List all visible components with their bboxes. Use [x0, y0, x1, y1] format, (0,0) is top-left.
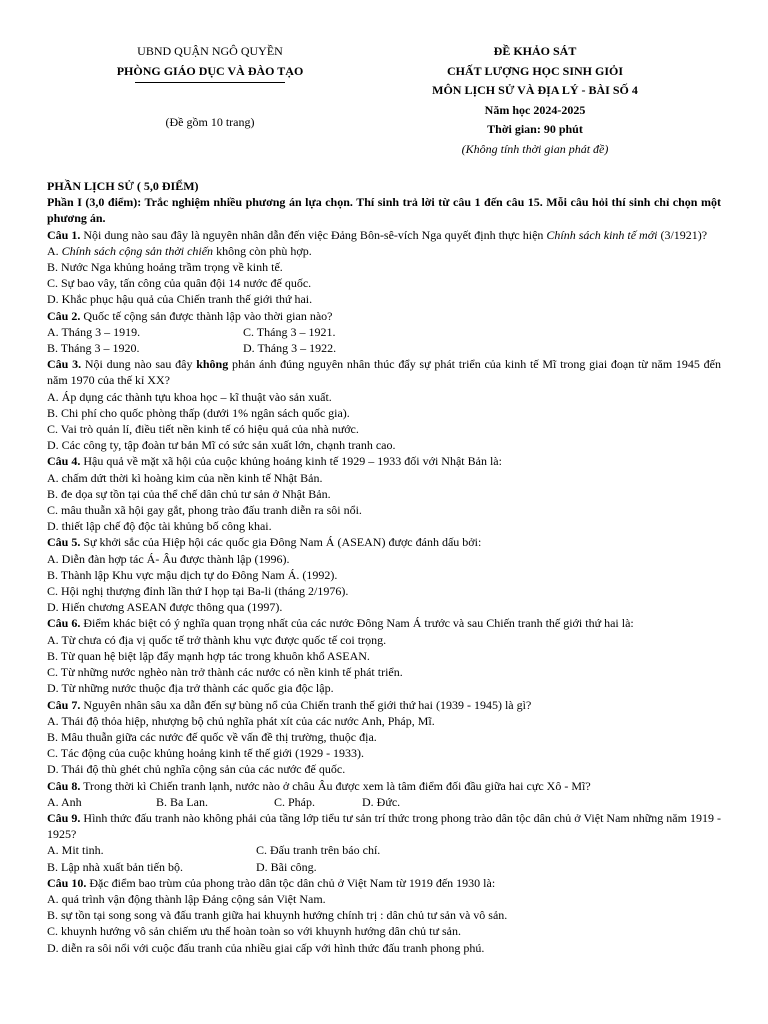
header-right: [400, 42, 670, 159]
question-text: Điểm khác biệt có ý nghĩa quan trọng nhất của các nước Đông Nam Á trước và sau Chiến tranh thế giới thứ hai là:: [80, 616, 634, 631]
question-label: Câu 10.: [47, 875, 87, 890]
question-text: (3/1921)?: [657, 227, 708, 242]
option-d: D. Hiến chương ASEAN được thông qua (1997).: [47, 600, 283, 615]
option-a: A. Từ chưa có địa vị quốc tế trở thành khu vực được quốc tế coi trọng.: [47, 632, 387, 647]
option-c: C. Sự bao vây, tấn công của quân đội 14 nước đế quốc.: [47, 276, 312, 291]
option-a: A. chấm dứt thời kì hoàng kim của nền kinh tế Nhật Bản.: [47, 470, 323, 485]
subject-line: MÔN LỊCH SỬ VÀ ĐỊA LÝ - BÀI SỐ 4: [432, 83, 638, 97]
question-text: Nội dung nào sau đây: [81, 357, 197, 372]
option-c: C. Từ những nước nghèo nàn trở thành các nước có nền kinh tế phát triển.: [47, 665, 403, 680]
question-10: [47, 875, 721, 891]
option-d: D. Đức.: [362, 794, 401, 809]
time-limit: Thời gian: 90 phút: [487, 122, 583, 136]
option-a: A. Tháng 3 – 1919.: [47, 324, 141, 339]
option-c: C. khuynh hướng vô sản chiếm ưu thế hoàn toàn so với khuynh hướng dân chủ tư sản.: [47, 924, 462, 939]
question-text: Quốc tế cộng sản được thành lập vào thời gian nào?: [80, 308, 333, 323]
option-c: C. mâu thuẫn xã hội gay gắt, phong trào đấu tranh diễn ra sôi nổi.: [47, 503, 362, 518]
option-d: D. Tháng 3 – 1922.: [243, 341, 337, 356]
question-text-bold: không: [196, 357, 229, 372]
option-d: D. Bãi công.: [256, 859, 317, 874]
option-c: C. Hội nghị thượng đỉnh lần thứ I họp tại Ba-li (tháng 2/1976).: [47, 584, 349, 599]
question-text: Trong thời kì Chiến tranh lạnh, nước nào ở châu Âu được xem là tâm điểm đối đầu giữa hai cực Xô - Mĩ?: [80, 778, 591, 793]
option-d: D. Từ những nước thuộc địa trở thành các quốc gia độc lập.: [47, 681, 334, 696]
question-9: [47, 810, 721, 842]
question-label: Câu 6.: [47, 616, 81, 631]
option-c: C. Vai trò quản lí, điều tiết nền kinh tế có hiệu quả của nhà nước.: [47, 422, 359, 437]
question-text-italic: Chính sách kinh tế mới: [546, 227, 658, 242]
option-b: B. Nước Nga khủng hoảng trầm trọng về kinh tế.: [47, 260, 283, 275]
option-a: A. Thái độ thỏa hiệp, nhượng bộ chủ nghĩa phát xít của các nước Anh, Pháp, Mĩ.: [47, 713, 435, 728]
question-label: Câu 3.: [47, 357, 82, 372]
district-name: UBND QUẬN NGÔ QUYỀN: [137, 44, 283, 58]
option-b: B. Tháng 3 – 1920.: [47, 341, 140, 356]
options-row: [47, 859, 721, 875]
option-b: B. Lập nhà xuất bản tiến bộ.: [47, 859, 183, 874]
section-title: PHẦN LỊCH SỬ ( 5,0 ĐIỂM): [47, 179, 199, 193]
option-b: B. sự tồn tại song song và đấu tranh giữa hai khuynh hướng chính trị : dân chủ tư sản và vô sản.: [47, 908, 508, 923]
school-year: Năm học 2024-2025: [484, 102, 586, 117]
question-label: Câu 9.: [47, 810, 81, 825]
question-label: Câu 1.: [47, 227, 81, 242]
option-prefix: A.: [47, 243, 62, 258]
question-7: [47, 697, 721, 713]
option-b: B. Từ quan hệ biệt lập đẩy mạnh hợp tác trong khuôn khổ ASEAN.: [47, 648, 370, 663]
option-d: D. Các công ty, tập đoàn tư bản Mĩ có sức sản xuất lớn, chạnh tranh cao.: [47, 438, 396, 453]
option-d: D. diễn ra sôi nổi với cuộc đấu tranh của nhiều giai cấp với hình thức đấu tranh phong phú.: [47, 940, 485, 955]
department-name: PHÒNG GIÁO DỤC VÀ ĐÀO TẠO: [116, 63, 304, 78]
question-text: Nội dung nào sau đây là nguyên nhân dẫn đến việc Đảng Bôn-sê-vích Nga quyết định thực hiện: [80, 227, 547, 242]
options-row: [47, 324, 721, 340]
header-left: [80, 42, 340, 132]
option-b: B. Chi phí cho quốc phòng thấp (dưới 1% ngân sách quốc gia).: [47, 405, 350, 420]
exam-title: ĐỀ KHẢO SÁT: [493, 44, 577, 58]
option-italic: Chính sách cộng sản thời chiến: [61, 243, 214, 258]
question-text: Nguyên nhân sâu xa dẫn đến sự bùng nổ của Chiến tranh thế giới thứ hai (1939 - 1945) là gì?: [80, 697, 532, 712]
question-text: phản ánh đúng nguyên nhân thúc đẩy sự phát triển của kinh tế Mĩ trong giai đoạn từ năm 1945 đến năm 1970 của thế kỉ XX?: [47, 357, 721, 388]
options-row: [47, 842, 721, 858]
question-8: [47, 778, 721, 794]
question-text: Hậu quả về mặt xã hội của cuộc khủng hoảng kinh tế 1929 – 1933 đối với Nhật Bản là:: [80, 454, 502, 469]
time-note: (Không tính thời gian phát đề): [461, 141, 609, 156]
option-text: không còn phù hợp.: [213, 243, 312, 258]
question-1: [47, 227, 721, 243]
page-count-note: (Đề gồm 10 trang): [165, 114, 255, 129]
header-divider: [135, 82, 285, 103]
question-5: [47, 534, 721, 550]
options-row: [47, 794, 721, 810]
option-a: A. quá trình vận động thành lập Đảng cộng sản Việt Nam.: [47, 891, 326, 906]
question-text: Đặc điểm bao trùm của phong trào dân tộc dân chủ ở Việt Nam từ 1919 đến 1930 là:: [86, 875, 496, 890]
option-a: A. Diễn đàn hợp tác Á- Âu được thành lập (1996).: [47, 551, 290, 566]
question-text: Sự khởi sắc của Hiệp hội các quốc gia Đông Nam Á (ASEAN) được đánh dấu bởi:: [80, 535, 482, 550]
exam-body: [47, 178, 721, 956]
option-c: C. Tháng 3 – 1921.: [243, 324, 336, 339]
question-3: [47, 356, 721, 388]
option-a: A. Áp dụng các thành tựu khoa học – kĩ thuật vào sản xuất.: [47, 389, 332, 404]
option-d: D. Thái độ thù ghét chủ nghĩa cộng sản của các nước đế quốc.: [47, 762, 346, 777]
option-b: B. Thành lập Khu vực mậu dịch tự do Đông Nam Á. (1992).: [47, 567, 338, 582]
question-text: Hình thức đấu tranh nào không phải của tầng lớp tiểu tư sản trí thức trong phong trào dân tộc dân chủ ở Việt Nam những năm 1919 - 1925?: [47, 810, 722, 842]
options-row: [47, 340, 721, 356]
question-label: Câu 8.: [47, 778, 81, 793]
exam-subtitle: CHẤT LƯỢNG HỌC SINH GIỎI: [446, 63, 624, 78]
option-c: C. Tác động của cuộc khủng hoảng kinh tế thế giới (1929 - 1933).: [47, 746, 365, 761]
part1-instructions: Phần I (3,0 điểm): Trắc nghiệm nhiều phương án lựa chọn. Thí sinh trả lời từ câu 1 đến câu 15. Mỗi câu hỏi thí sinh chỉ chọn một phương án.: [47, 195, 721, 226]
question-label: Câu 2.: [47, 308, 81, 323]
option-a: A. Mit tinh.: [47, 843, 104, 858]
option-b: B. Ba Lan.: [156, 794, 208, 809]
option-d: D. Khắc phục hậu quả của Chiến tranh thế giới thứ hai.: [47, 292, 313, 307]
option-b: B. đe dọa sự tồn tại của thể chế dân chủ tư sản ở Nhật Bản.: [47, 486, 331, 501]
option-b: B. Mâu thuẫn giữa các nước đế quốc về vấn đề thị trường, thuộc địa.: [47, 729, 377, 744]
question-label: Câu 5.: [47, 535, 81, 550]
question-4: [47, 453, 721, 469]
option-c: C. Đấu tranh trên báo chí.: [256, 843, 381, 858]
option-d: D. thiết lập chế độ độc tài khủng bố công khai.: [47, 519, 272, 534]
question-label: Câu 7.: [47, 697, 81, 712]
option-a: [47, 243, 721, 259]
question-6: [47, 615, 721, 631]
question-label: Câu 4.: [47, 454, 81, 469]
option-a: A. Anh: [47, 794, 82, 809]
option-c: C. Pháp.: [274, 794, 316, 809]
question-2: [47, 308, 721, 324]
